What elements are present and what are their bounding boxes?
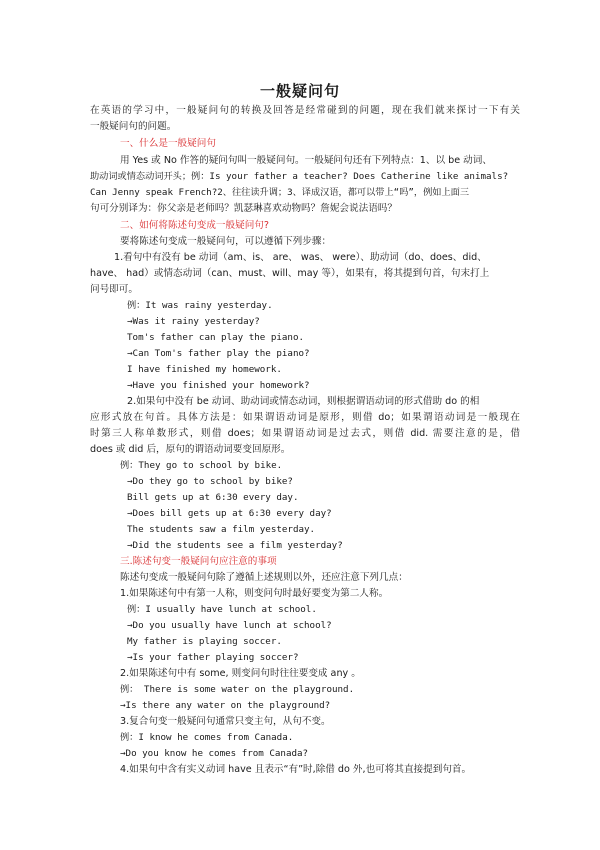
section-1-line-2: 助动词或情态动词开头；例：Is your father a teacher? Does Catherine like animals? — [90, 171, 509, 182]
section-2-intro: 要将陈述句变成一般疑问句，可以遵循下列步骤： — [120, 236, 332, 247]
example-5a-answer: →Do you know he comes from Canada? — [120, 748, 309, 759]
example-1a: 例：It was rainy yesterday. — [127, 300, 273, 311]
example-1a-answer: →Was it rainy yesterday? — [127, 316, 260, 327]
rule-1-line-2: have、 had）或情态动词（can、must、will、may 等），如果有，将其提到句首，句末打上 — [90, 268, 490, 279]
example-2a: 例：They go to school by bike. — [120, 460, 283, 471]
intro-line-2: 一般疑问句的问题。 — [90, 121, 177, 132]
point-4: 4.如果句中含有实义动词 have 且表示“有”时,除借 do 外,也可将其直接提到句首。 — [120, 764, 472, 775]
example-1c: I have finished my homework. — [127, 364, 282, 375]
section-1-line-1: 用 Yes 或 No 作答的疑问句叫一般疑问句。一般疑问句还有下列特点：1、以 be 动词、 — [120, 155, 492, 166]
example-3b: My father is playing soccer. — [127, 636, 282, 647]
rule-1-line-1: 1.看句中有没有 be 动词（am、is、 are、 was、 were）、助动词（do、does、did、 — [114, 252, 487, 263]
point-1: 1.如果陈述句中有第一人称，则变问句时最好要变为第二人称。 — [120, 588, 389, 599]
example-2b-answer: →Does bill gets up at 6:30 every day? — [127, 508, 332, 519]
intro-line-1: 在英语的学习中，一般疑问句的转换及回答是经常碰到的问题，现在我们就来探讨一下有关 — [90, 105, 520, 116]
rule-2-line-3: 时第三人称单数形式，则借 does；如果谓语动词是过去式，则借 did. 需要注意的是，借 — [90, 428, 520, 439]
example-4a: 例： There is some water on the playground. — [120, 684, 355, 695]
example-3a-answer: →Do you usually have lunch at school? — [127, 620, 332, 631]
example-2c: The students saw a film yesterday. — [127, 524, 316, 535]
example-1c-answer: →Have you finished your homework? — [127, 380, 310, 391]
rule-2-line-2: 应形式放在句首。具体方法是：如果谓语动词是原形，则借 do；如果谓语动词是一般现在 — [90, 412, 520, 423]
rule-2-line-1: 2.如果句中没有 be 动词、助动词或情态动词，则根据谓语动词的形式借助 do 的相 — [127, 396, 480, 407]
example-1b-answer: →Can Tom's father play the piano? — [127, 348, 310, 359]
example-3b-answer: →Is your father playing soccer? — [127, 652, 299, 663]
rule-1-line-3: 问号即可。 — [90, 284, 138, 295]
example-3a: 例：I usually have lunch at school. — [127, 604, 317, 615]
section-1-line-3: Can Jenny speak French?2、往往读升调；3、译成汉语，都可以带上“吗”，例如上面三 — [90, 187, 470, 198]
page-title: 一般疑问句 — [259, 82, 340, 100]
example-4a-answer: →Is there any water on the playground? — [120, 700, 331, 711]
example-2b: Bill gets up at 6:30 every day. — [127, 492, 299, 503]
section-3-heading: 三.陈述句变一般疑问句应注意的事项 — [120, 556, 277, 567]
section-2-heading: 二、如何将陈述句变成一般疑问句? — [120, 220, 269, 231]
point-2: 2.如果陈述句中有 some, 则变问句时往往要变成 any 。 — [120, 668, 361, 679]
section-1-line-4: 句可分别译为：你父亲是老师吗？凯瑟琳喜欢动物吗？詹妮会说法语吗？ — [90, 203, 397, 214]
section-1-heading: 一、什么是一般疑问句 — [120, 138, 216, 149]
section-3-intro: 陈述句变成一般疑问句除了遵循上述规则以外，还应注意下列几点： — [120, 572, 408, 583]
point-3: 3.复合句变一般疑问句通常只变主句，从句不变。 — [120, 716, 331, 727]
example-5a: 例：I know he comes from Canada. — [120, 732, 294, 743]
example-2c-answer: →Did the students see a film yesterday? — [127, 540, 343, 551]
rule-2-line-4: does 或 did 后，原句的谓语动词要变回原形。 — [90, 444, 291, 455]
example-2a-answer: →Do they go to school by bike? — [127, 476, 293, 487]
example-1b: Tom's father can play the piano. — [127, 332, 305, 343]
